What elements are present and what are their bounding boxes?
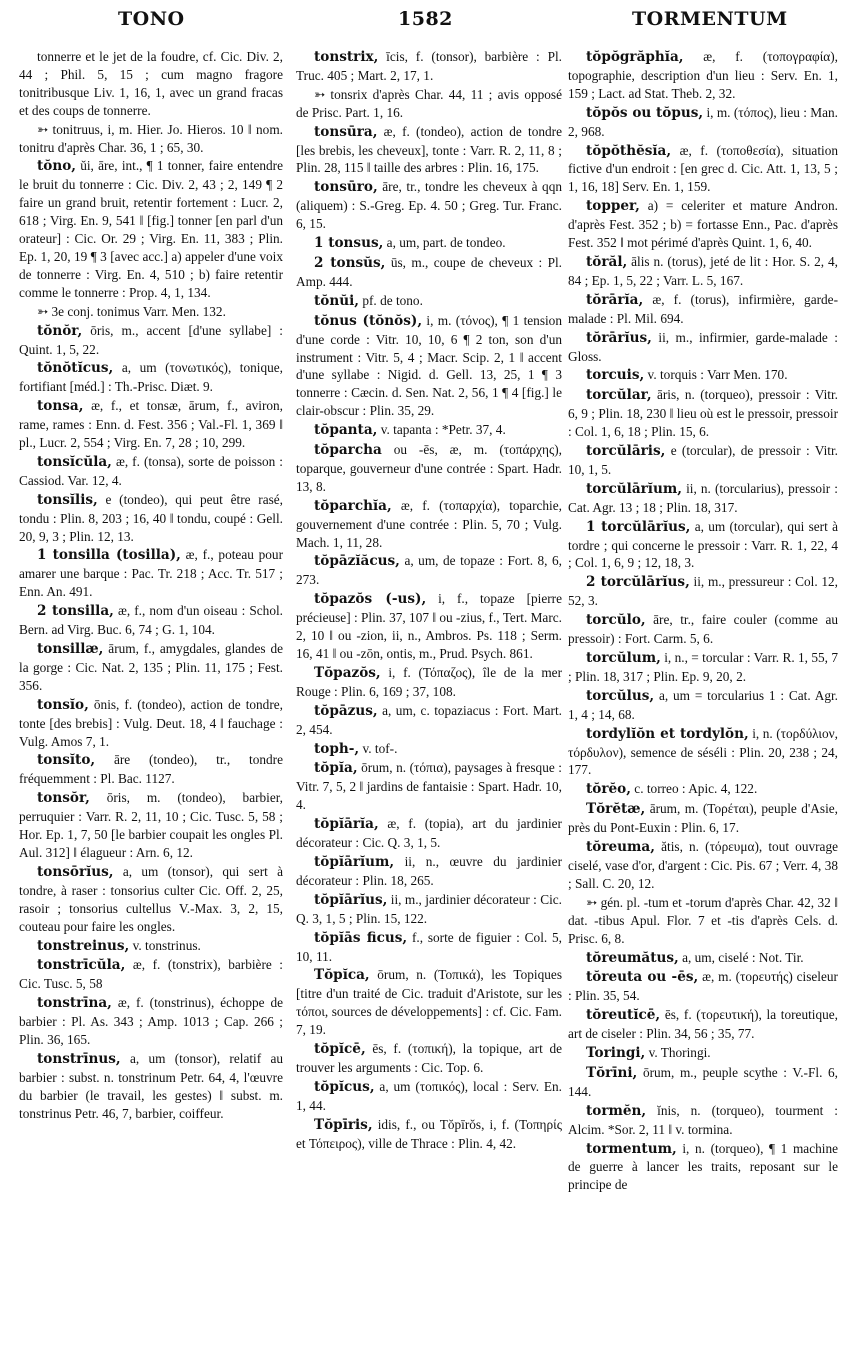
entry-headword: tonsūro,	[314, 179, 378, 196]
dictionary-entry	[568, 1064, 838, 1101]
entry-definition: āre, tr., tondre les cheveux à qqn (aliquem) : S.-Greg. Ep. 4. 50 ; Greg. Tur. Franc. 6, 15.	[296, 179, 562, 232]
dictionary-entry	[568, 48, 838, 103]
dictionary-entry	[568, 442, 838, 479]
entry-definition: a, um, c. topaziacus : Fort. Mart. 2, 454.	[296, 702, 562, 737]
dictionary-entry	[296, 1078, 562, 1115]
entry-headword: tŏpĭās ficus,	[314, 929, 408, 946]
dictionary-entry	[19, 1050, 283, 1123]
entry-definition: v. tapanta : *Petr. 37, 4.	[380, 422, 506, 438]
entry-headword: torcŭlum,	[586, 650, 661, 666]
entry-headword: tonstrīna,	[37, 995, 112, 1012]
entry-definition: ōnis, f. (tondeo), action de tondre, tonte [des brebis] : Vulg. Deut. 18, 4 ‖ fauchage : Vulg. Amos 7, 1.	[19, 696, 283, 749]
entry-headword: tŏrăl,	[586, 253, 628, 270]
entry-headword: tŏpanta,	[314, 422, 378, 439]
entry-definition: æ, m. (τορευτής) ciseleur : Plin. 35, 54.	[568, 969, 838, 1004]
entry-headword: topper,	[586, 198, 640, 215]
entry-headword: tŏrārĭus,	[586, 329, 652, 346]
entry-definition: a, um (τοπικός), local : Serv. En. 1, 44.	[296, 1078, 562, 1113]
entry-headword: tonstrix,	[314, 49, 379, 65]
entry-headword: tŏpŏthĕsĭa,	[586, 142, 672, 159]
entry-headword: tŏpŏgrăphĭa,	[586, 49, 684, 65]
dictionary-entry	[296, 759, 562, 814]
entry-headword: 1 torcŭlārĭus,	[586, 518, 691, 535]
page-header	[0, 8, 858, 40]
entry-headword: 2 tonsŭs,	[314, 254, 386, 271]
entry-definition: a, um, part. de tondeo.	[386, 235, 506, 251]
dictionary-entry	[568, 1044, 838, 1063]
dictionary-entry	[568, 968, 838, 1005]
dictionary-entry	[296, 497, 562, 552]
dictionary-entry	[19, 696, 283, 751]
entry-headword: tŏnŭi,	[314, 292, 360, 309]
entry-definition: pf. de tono.	[362, 292, 423, 308]
entry-headword: torcŭlāris,	[586, 443, 666, 460]
entry-definition: i, n. (τορδύλιον, τόρδυλον), semence de séséli : Plin. 20, 238 ; 24, 177.	[568, 725, 838, 778]
entry-headword: tŏpŏs ou tŏpus,	[586, 104, 704, 121]
entry-definition: ōris, m. (tondeo), barbier, perruquier : Varr. R. 2, 11, 10 ; Cic. Tusc. 5, 58 ; Hor. Ep. 1, 7, 50 [le barbier coupait les ongles Pl. Aul. 312] ‖ élagueur : Arn. 6, 12.	[19, 790, 283, 860]
entry-definition: ōrum, m., peuple scythe : V.-Fl. 6, 144.	[568, 1064, 838, 1099]
entry-definition: æ, f. (tonstrinus), échoppe de barbier : Pl. As. 343 ; Amp. 1013 ; Cap. 266 ; Plin. 36, 165.	[19, 995, 283, 1048]
entry-definition: æ, f., poteau pour amarer une barque : Pac. Tr. 218 ; Acc. Tr. 517 ; Enn. An. 491.	[19, 547, 283, 600]
entry-definition: āre (tondeo), tr., tondre fréquemment : Pl. Bac. 1127.	[19, 752, 283, 787]
entry-definition: ii, n. (torcularius), pressoir : Cat. Agr. 13 ; 18 ; Plin. 18, 317.	[568, 480, 838, 515]
entry-definition: æ, f. (τοποθεσία), situation fictive d'un endroit : [en grec d. Cic. Att. 1, 13, 5 ; 1, 16, 18] Serv. En. 1, 159.	[568, 142, 838, 195]
column-3	[568, 48, 838, 1348]
dictionary-entry	[296, 292, 562, 311]
entry-headword: Tŏpīris,	[314, 1116, 373, 1133]
dictionary-entry	[19, 937, 283, 956]
entry-headword: toph-,	[314, 740, 360, 757]
entry-definition: æ, f. (tondeo), action de tondre [les brebis, les cheveux], tonte : Varr. R. 2, 11, 8 ; Plin. 28, 115 ‖ taille des arbres : Plin. 16, 175.	[296, 123, 562, 176]
entry-headword: tonsūra,	[314, 123, 378, 140]
entry-definition: idis, f., ou Tŏpīrŏs, i, f. (Τοπηρίς et Τόπειρος), ville de Thrace : Plin. 4, 42.	[296, 1116, 562, 1151]
dictionary-entry	[296, 234, 562, 253]
entry-headword: tŏpĭārĭus,	[314, 891, 388, 908]
entry-headword: Tŏrĕtæ,	[586, 801, 646, 818]
entry-definition: ārum, m. (Τορέται), peuple d'Asie, près du Pont-Euxin : Plin. 6, 17.	[568, 801, 838, 836]
entry-definition: æ, f. (τοπογραφία), topographie, description d'un lieu : Serv. En. 1, 159 ; Lact. ad Stat. Theb. 2, 32.	[568, 49, 838, 101]
entry-definition: ➳ tonsrix d'après Char. 44, 11 ; avis opposé de Prisc. Part. 1, 16.	[296, 86, 562, 120]
dictionary-entry	[296, 815, 562, 852]
entry-definition: ēs, f. (τορευτική), la toreutique, art de ciseler : Plin. 34, 56 ; 35, 77.	[568, 1007, 838, 1042]
dictionary-entry	[296, 123, 562, 178]
dictionary-entry	[19, 956, 283, 993]
dictionary-entry	[19, 491, 283, 546]
entry-definition: i, f., topaze [pierre précieuse] : Plin. 37, 107 ‖ ou -zius, f., Tert. Marc. 2, 10 ‖ ou -zion, ii, n., Ambros. Ps. 118 ; Serm. 16, 41 ‖ ou -zōn, ontis, m., Prud. Psych. 861.	[296, 591, 562, 661]
entry-headword: tormentum,	[586, 1140, 677, 1157]
dictionary-entry	[568, 518, 838, 573]
entry-headword: tonstreinus,	[37, 937, 130, 954]
column-1	[19, 48, 283, 1348]
entry-headword: tordylĭŏn et tordylŏn,	[586, 725, 749, 742]
dictionary-entry	[568, 894, 838, 948]
entry-definition: a, um (tonsor), relatif au barbier : subst. n. tonstrinum Petr. 64, 4, l'œuvre du barbier (le travail, les gestes) ‖ subst. m. tonstrinus Petr. 46, 7, barbier, coiffeur.	[19, 1050, 283, 1121]
entry-headword: tŏpazŏs (-us),	[314, 591, 427, 608]
dictionary-entry	[568, 253, 838, 290]
entry-definition: ou -ēs, æ, m. (τοπάρχης), toparque, gouverneur d'une contrée : Spart. Hadr. 13, 8.	[296, 442, 562, 494]
dictionary-entry	[568, 687, 838, 724]
dictionary-entry	[19, 994, 283, 1049]
header-right-guide-word: TORMENTUM	[632, 8, 788, 30]
dictionary-entry	[19, 602, 283, 639]
entry-definition: a, um (tonsor), qui sert à tondre, à raser : tonsorius culter Cic. Off. 2, 25, rasoir ; tonsorius cultellus V.-Max. 3, 2, 15, couteau pour faire les ongles.	[19, 863, 283, 934]
dictionary-entry	[568, 611, 838, 648]
entry-definition: ătis, n. (τόρευμα), tout ouvrage ciselé, vase d'or, d'argent : Cic. Pis. 67 ; Verr. 4, 38 ; Sall. C. 20, 12.	[568, 839, 838, 891]
entry-headword: tŏparcha	[314, 442, 382, 459]
entry-headword: tŏreuma,	[586, 839, 655, 856]
entry-definition: īcis, f. (tonsor), barbière : Pl. Truc. 405 ; Mart. 2, 17, 1.	[296, 49, 562, 83]
entry-definition: i, f. (Τόπαζος), île de la mer Rouge : Plin. 6, 169 ; 37, 108.	[296, 664, 562, 699]
dictionary-entry	[19, 157, 283, 301]
entry-headword: tonsa,	[37, 398, 84, 415]
dictionary-entry	[296, 966, 562, 1039]
entry-definition: a, um (τονωτικός), tonique, fortifiant [méd.] : Th.-Prisc. Diæt. 9.	[19, 360, 283, 395]
dictionary-entry	[568, 104, 838, 141]
entry-definition: ālis n. (torus), jeté de lit : Hor. S. 2, 4, 84 ; Ep. 1, 5, 22 ; Varr. L. 5, 167.	[568, 253, 838, 288]
dictionary-entry	[568, 573, 838, 610]
entry-definition: ōrum, n. (Τοπικά), les Topiques [titre d'un traité de Cic. traduit d'Aristote, sur les τόποι, sources de développements] : cf. Cic. Fam. 7, 19.	[296, 967, 562, 1038]
entry-definition: a, um (torcular), qui sert à tordre ; qui concerne le pressoir : Varr. R. 1, 22, 4 ; Col. 1, 6, 9 ; 12, 18, 3.	[568, 518, 838, 571]
entry-headword: tŏno,	[37, 158, 77, 175]
entry-definition: ii, m., pressureur : Col. 12, 52, 3.	[568, 574, 838, 609]
entry-definition: æ, f. (tonsa), sorte de poisson : Cassiod. Var. 12, 4.	[19, 453, 283, 488]
entry-headword: tonsōrĭus,	[37, 863, 114, 880]
entry-headword: 2 torcŭlārĭus,	[586, 574, 690, 591]
entry-headword: tŏrĕo,	[586, 781, 631, 798]
entry-headword: tormĕn,	[586, 1102, 647, 1119]
entry-definition: v. Thoringi.	[648, 1045, 711, 1061]
dictionary-entry	[568, 386, 838, 441]
entry-definition: ēs, f. (τοπική), la topique, art de trouver les arguments : Cic. Top. 6.	[296, 1041, 562, 1075]
dictionary-entry	[296, 702, 562, 739]
dictionary-entry	[19, 863, 283, 936]
dictionary-entry	[296, 929, 562, 966]
dictionary-entry	[568, 480, 838, 517]
dictionary-entry	[19, 751, 283, 788]
dictionary-entry	[19, 640, 283, 695]
entry-headword: tŏreutĭcē,	[586, 1007, 661, 1024]
entry-definition: a) = celeriter et mature Andron. d'après Fest. 352 ; b) = fortasse Enn., Pac. d'après Fest. 352 ‖ mot périmé d'après Quint. 1, 6, 40.	[568, 198, 838, 251]
entry-definition: e (torcular), de pressoir : Vitr. 10, 1, 5.	[568, 443, 838, 477]
entry-definition: a, um, ciselé : Not. Tir.	[682, 949, 804, 965]
dictionary-entry	[296, 740, 562, 759]
dictionary-entry	[19, 789, 283, 862]
dictionary-entry	[568, 1006, 838, 1043]
entry-definition: i, n., = torcular : Varr. R. 1, 55, 7 ; Plin. 18, 317 ; Plin. Ep. 9, 20, 2.	[568, 650, 838, 684]
entry-headword: tŏpĭārĭa,	[314, 816, 379, 833]
entry-definition: a, um = torcularius 1 : Cat. Agr. 1, 4 ; 14, 68.	[568, 687, 838, 722]
entry-headword: tonsĭo,	[37, 696, 89, 713]
dictionary-entry	[296, 441, 562, 496]
dictionary-entry	[296, 891, 562, 928]
entry-definition: v. tonstrinus.	[132, 937, 201, 953]
dictionary-entry	[568, 366, 838, 385]
dictionary-entry	[296, 254, 562, 291]
entry-headword: tonsillæ,	[37, 641, 104, 657]
entry-definition: v. torquis : Varr Men. 170.	[647, 367, 788, 383]
entry-definition: æ, f. (torus), infirmière, garde-malade : Pl. Mil. 694.	[568, 291, 838, 326]
entry-headword: tŏnus (tŏnŏs),	[314, 312, 423, 329]
entry-definition: æ, f., nom d'un oiseau : Schol. Bern. ad Virg. Buc. 6, 74 ; G. 1, 104.	[19, 603, 283, 638]
entry-headword: torcŭlar,	[586, 387, 652, 404]
entry-definition: ŭi, āre, int., ¶ 1 tonner, faire entendre le bruit du tonnerre : Cic. Div. 2, 43 ; 2, 149 ¶ 2 faire un grand bruit, retentir fortement : Lucr. 2, 618 ; Virg. En. 9, 541 ‖ [fig.] tonner [en parl d'un orateur] : Cic. Or. 29 ; Virg. En. 11, 383 ; Plin. Ep. 1, 20, 19 ¶ 3 [avec acc.] a) appeler d'une voix de tonnerre : Virg. En. 4, 510 ; b) faire retentir comme le tonnerre : Prop. 4, 1, 134.	[19, 158, 283, 300]
entry-definition: ii, m., infirmier, garde-malade : Gloss.	[568, 329, 838, 364]
entry-headword: 2 tonsilla,	[37, 603, 114, 620]
dictionary-entry	[19, 322, 283, 359]
entry-definition: āre, tr., faire couler (comme au pressoir) : Fort. Carm. 5, 6.	[568, 612, 838, 647]
entry-headword: tŏreuta ou -ēs,	[586, 969, 699, 986]
dictionary-entry	[19, 546, 283, 601]
page-number: 1582	[398, 8, 453, 30]
dictionary-entry	[19, 397, 283, 452]
header-left-guide-word: TONO	[118, 8, 185, 30]
entry-headword: tŏpāzĭăcus,	[314, 553, 400, 570]
dictionary-entry	[296, 552, 562, 589]
dictionary-entry	[568, 1102, 838, 1139]
entry-headword: Tŏpĭca,	[314, 967, 370, 984]
entry-definition: ōrum, n. (τόπια), paysages à fresque : Vitr. 7, 5, 2 ‖ jardins de fantaisie : Spart. Hadr. 10, 4.	[296, 760, 562, 813]
entry-definition: ii, n., œuvre du jardinier décorateur : Plin. 18, 265.	[296, 853, 562, 888]
dictionary-entry	[568, 725, 838, 780]
dictionary-entry	[19, 303, 283, 321]
entry-headword: tŏnŏr,	[37, 322, 83, 339]
entry-headword: tŏpĭārĭum,	[314, 853, 395, 870]
entry-definition: c. torreo : Apic. 4, 122.	[634, 781, 758, 797]
dictionary-entry	[568, 329, 838, 366]
entry-headword: tŏreumătus,	[586, 949, 679, 966]
dictionary-entry	[568, 780, 838, 799]
entry-headword: tŏpĭa,	[314, 760, 358, 777]
entry-headword: tonsĭlis,	[37, 491, 98, 508]
entry-headword: tŏrārĭa,	[586, 291, 644, 308]
entry-headword: tonsŏr,	[37, 790, 90, 807]
entry-headword: tŏpĭcus,	[314, 1078, 375, 1095]
entry-headword: Toringi,	[586, 1045, 646, 1062]
entry-headword: torcŭlo,	[586, 612, 646, 629]
dictionary-entry	[296, 312, 562, 420]
entry-definition: ii, m., jardinier décorateur : Cic. Q. 3, 1, 5 ; Plin. 15, 122.	[296, 891, 562, 926]
entry-definition: ➳ tonitruus, i, m. Hier. Jo. Hieros. 10 ‖ nom. tonitru d'après Char. 36, 1 ; 65, 30.	[19, 121, 283, 155]
entry-headword: tŏpĭcē,	[314, 1041, 366, 1058]
entry-definition: i, m. (τόπος), lieu : Man. 2, 968.	[568, 104, 838, 139]
entry-definition: æ, f., et tonsæ, ārum, f., aviron, rame, rames : Enn. d. Fest. 356 ; Val.-Fl. 1, 369 ‖ pl., Lucr. 2, 554 ; Virg. En. 7, 28 ; 10, 299.	[19, 398, 283, 451]
dictionary-entry	[296, 178, 562, 233]
entry-definition: ārum, f., amygdales, glandes de la gorge : Cic. Nat. 2, 135 ; Plin. 11, 175 ; Fest. 356.	[19, 641, 283, 693]
entry-headword: tonsĭcŭla,	[37, 453, 112, 470]
entry-headword: torcŭlārĭum,	[586, 480, 682, 497]
entry-definition: e (tondeo), qui peut être rasé, tondu : Plin. 8, 203 ; 16, 40 ‖ tondu, coupé : Gell. 20, 9, 3 ; Plin. 12, 13.	[19, 491, 283, 544]
dictionary-entry	[19, 359, 283, 396]
entry-definition: tonnerre et le jet de la foudre, cf. Cic. Div. 2, 44 ; Phil. 5, 15 ; cum magno fragore tonitribusque Liv. 1, 16, 1, avec un grand fracas et des coups de tonnerre.	[19, 49, 283, 118]
entry-headword: Tŏrīni,	[586, 1064, 638, 1081]
dictionary-entry	[296, 664, 562, 701]
dictionary-entry	[568, 291, 838, 328]
entry-definition: i, m. (τόνος), ¶ 1 tension d'une corde : Vitr. 10, 10, 6 ¶ 2 ton, son d'un instrument : Vitr. 5, 4 ; Macr. Scip. 2, 1 ‖ accent d'une syllabe : Nigid. d. Gell. 13, 25, 1 ¶ 3 tonnerre : Cæcin. d. Sen. Nat. 2, 56, 1 ¶ 4 [fig.] le clair-obscur : Plin. 35, 29.	[296, 312, 562, 419]
entry-headword: torcŭlus,	[586, 687, 655, 704]
dictionary-entry	[568, 800, 838, 837]
dictionary-entry	[568, 197, 838, 252]
dictionary-entry	[296, 421, 562, 440]
entry-headword: tŏpāzus,	[314, 702, 378, 719]
entry-headword: Tŏpazŏs,	[314, 664, 381, 681]
entry-headword: tonstrīcŭla,	[37, 957, 126, 974]
column-2	[296, 48, 562, 1348]
entry-definition: ➳ gén. pl. -tum et -torum d'après Char. 42, 32 ‖ dat. -tibus Apul. Flor. 7 et -tis d'après Cels. d. Prisc. 6, 8.	[568, 894, 838, 946]
entry-definition: ōris, m., accent [d'une syllabe] : Quint. 1, 5, 22.	[19, 322, 283, 357]
dictionary-entry	[568, 838, 838, 893]
dictionary-entry	[568, 142, 838, 197]
dictionary-entry	[19, 121, 283, 157]
entry-definition: ➳ 3e conj. tonimus Varr. Men. 132.	[37, 303, 226, 319]
dictionary-entry	[19, 48, 283, 120]
entry-definition: ūs, m., coupe de cheveux : Pl. Amp. 444.	[296, 254, 562, 289]
entry-definition: æ, f. (topia), art du jardinier décorateur : Cic. Q. 3, 1, 5.	[296, 816, 562, 851]
entry-definition: v. tof-.	[362, 740, 398, 756]
dictionary-entry	[568, 1140, 838, 1195]
entry-definition: æ, f. (τοπαρχία), toparchie, gouvernement d'une contrée : Plin. 5, 70 ; Vulg. Mach. 1, 11, 28.	[296, 497, 562, 550]
dictionary-entry	[296, 1116, 562, 1153]
dictionary-entry	[19, 453, 283, 490]
dictionary-entry	[296, 48, 562, 85]
entry-headword: tŏnŏtĭcus,	[37, 360, 114, 377]
entry-headword: tonsĭto,	[37, 752, 96, 769]
entry-definition: i, n. (torqueo), ¶ 1 machine de guerre à lancer les traits, reposant sur le principe de	[568, 1140, 838, 1193]
entry-headword: tŏparchĭa,	[314, 497, 392, 514]
dictionary-entry	[296, 86, 562, 122]
dictionary-entry	[296, 853, 562, 890]
dictionary-entry	[296, 1040, 562, 1077]
dictionary-entry	[296, 590, 562, 663]
entry-headword: torcuis,	[586, 367, 645, 384]
entry-definition: f., sorte de figuier : Col. 5, 10, 11.	[296, 929, 562, 964]
entry-headword: tonstrīnus,	[37, 1050, 121, 1067]
entry-definition: æ, f. (tonstrix), barbière : Cic. Tusc. 5, 58	[19, 957, 283, 992]
entry-definition: a, um, de topaze : Fort. 8, 6, 273.	[296, 553, 562, 588]
dictionary-entry	[568, 949, 838, 968]
entry-definition: āris, n. (torqueo), pressoir : Vitr. 6, 9 ; Plin. 18, 230 ‖ lieu où est le pressoir, pressoir : Col. 1, 6, 18 ; Plin. 15, 6.	[568, 387, 838, 440]
entry-headword: 1 tonsus,	[314, 235, 384, 252]
dictionary-entry	[568, 649, 838, 686]
entry-headword: 1 tonsilla (tosilla),	[37, 547, 181, 564]
entry-definition: ĭnis, n. (torqueo), tourment : Alcim. *Sor. 2, 11 ‖ v. tormina.	[568, 1102, 838, 1137]
